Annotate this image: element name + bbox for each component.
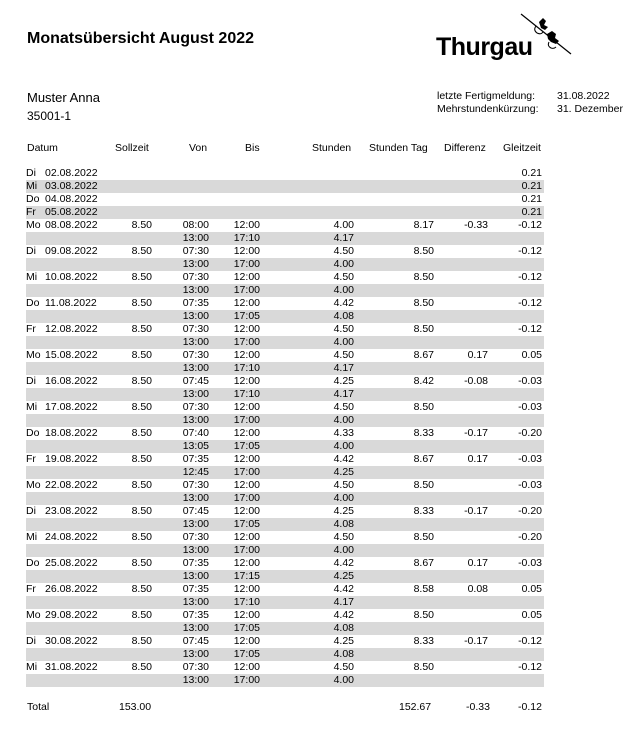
table-row (26, 414, 544, 427)
row-differenz: -0.17 (464, 505, 488, 517)
row-von: 13:00 (182, 544, 209, 556)
row-von: 07:35 (182, 453, 209, 465)
row-day: Fr (26, 206, 36, 218)
row-sollzeit: 8.50 (131, 505, 152, 517)
col-header-stunden-tag: Stunden Tag (369, 142, 428, 154)
row-stunden: 4.00 (333, 492, 354, 504)
row-von: 07:35 (182, 609, 209, 621)
row-von: 13:00 (182, 674, 209, 686)
row-sollzeit: 8.50 (131, 661, 152, 673)
row-gleitzeit: 0.21 (521, 193, 542, 205)
row-stunden: 4.08 (333, 518, 354, 530)
row-von: 07:30 (182, 323, 209, 335)
row-bis: 12:00 (233, 349, 260, 361)
row-bis: 17:00 (233, 336, 260, 348)
row-gleitzeit: -0.12 (518, 297, 542, 309)
row-gleitzeit: -0.12 (518, 245, 542, 257)
row-bis: 17:00 (233, 284, 260, 296)
row-gleitzeit: 0.21 (521, 180, 542, 192)
row-date: 12.08.2022 (45, 323, 98, 335)
last-report-label: letzte Fertigmeldung: (437, 90, 536, 102)
overtime-label: Mehrstundenkürzung: (437, 103, 539, 115)
row-stunden: 4.50 (333, 479, 354, 491)
col-header-sollzeit: Sollzeit (115, 142, 149, 154)
row-von: 13:00 (182, 232, 209, 244)
row-bis: 12:00 (233, 375, 260, 387)
row-stunden-tag: 8.50 (413, 401, 434, 413)
row-differenz: -0.33 (464, 219, 488, 231)
row-stunden-tag: 8.50 (413, 531, 434, 543)
row-von: 07:30 (182, 349, 209, 361)
total-differenz: -0.33 (466, 701, 490, 713)
row-differenz: 0.17 (467, 349, 488, 361)
row-sollzeit: 8.50 (131, 453, 152, 465)
total-gleitzeit: -0.12 (518, 701, 542, 713)
row-bis: 12:00 (233, 609, 260, 621)
row-bis: 12:00 (233, 453, 260, 465)
row-bis: 12:00 (233, 401, 260, 413)
row-von: 13:00 (182, 310, 209, 322)
table-row (26, 531, 544, 544)
row-stunden-tag: 8.50 (413, 271, 434, 283)
row-sollzeit: 8.50 (131, 427, 152, 439)
col-header-gleitzeit: Gleitzeit (503, 142, 541, 154)
row-date: 29.08.2022 (45, 609, 98, 621)
row-bis: 17:10 (233, 388, 260, 400)
row-day: Di (26, 167, 36, 179)
last-report-value: 31.08.2022 (557, 90, 610, 102)
table-row (26, 661, 544, 674)
row-day: Mi (26, 661, 38, 673)
row-von: 07:35 (182, 297, 209, 309)
row-day: Di (26, 245, 36, 257)
row-bis: 12:00 (233, 427, 260, 439)
row-von: 13:00 (182, 284, 209, 296)
table-row (26, 336, 544, 349)
row-day: Do (26, 557, 40, 569)
row-bis: 17:00 (233, 414, 260, 426)
row-bis: 12:00 (233, 297, 260, 309)
row-day: Di (26, 505, 36, 517)
row-bis: 17:05 (233, 622, 260, 634)
row-stunden-tag: 8.33 (413, 505, 434, 517)
row-sollzeit: 8.50 (131, 583, 152, 595)
row-von: 13:00 (182, 596, 209, 608)
row-date: 19.08.2022 (45, 453, 98, 465)
row-bis: 12:00 (233, 635, 260, 647)
row-von: 13:00 (182, 362, 209, 374)
row-differenz: 0.08 (467, 583, 488, 595)
row-von: 07:30 (182, 245, 209, 257)
row-von: 07:30 (182, 401, 209, 413)
row-von: 13:00 (182, 388, 209, 400)
row-differenz: 0.17 (467, 453, 488, 465)
row-bis: 17:00 (233, 492, 260, 504)
row-von: 13:00 (182, 622, 209, 634)
row-differenz: -0.17 (464, 635, 488, 647)
row-stunden: 4.42 (333, 609, 354, 621)
row-bis: 12:00 (233, 557, 260, 569)
row-von: 13:00 (182, 336, 209, 348)
row-von: 07:45 (182, 505, 209, 517)
row-bis: 12:00 (233, 583, 260, 595)
table-row (26, 362, 544, 375)
total-stunden-tag: 152.67 (399, 701, 432, 713)
row-day: Di (26, 635, 36, 647)
row-date: 09.08.2022 (45, 245, 98, 257)
row-bis: 17:05 (233, 648, 260, 660)
row-stunden: 4.25 (333, 635, 354, 647)
row-sollzeit: 8.50 (131, 297, 152, 309)
row-gleitzeit: -0.03 (518, 453, 542, 465)
row-stunden: 4.50 (333, 531, 354, 543)
table-row (26, 427, 544, 440)
row-day: Do (26, 427, 40, 439)
row-gleitzeit: -0.20 (518, 531, 542, 543)
row-stunden: 4.33 (333, 427, 354, 439)
employee-id: 35001-1 (27, 109, 72, 123)
row-sollzeit: 8.50 (131, 245, 152, 257)
row-von: 07:35 (182, 583, 209, 595)
row-von: 13:00 (182, 258, 209, 270)
row-stunden: 4.25 (333, 505, 354, 517)
row-bis: 12:00 (233, 323, 260, 335)
col-header-differenz: Differenz (444, 142, 486, 154)
table-row (26, 570, 544, 583)
row-differenz: -0.17 (464, 427, 488, 439)
row-sollzeit: 8.50 (131, 401, 152, 413)
row-stunden: 4.50 (333, 661, 354, 673)
row-bis: 17:00 (233, 674, 260, 686)
table-row (26, 505, 544, 518)
row-bis: 12:00 (233, 661, 260, 673)
table-row (26, 297, 544, 310)
table-row (26, 232, 544, 245)
thurgau-logo-text: Thurgau (436, 33, 533, 61)
table-row (26, 674, 544, 687)
row-von: 13:00 (182, 518, 209, 530)
table-row (26, 310, 544, 323)
row-bis: 17:05 (233, 440, 260, 452)
row-von: 13:00 (182, 414, 209, 426)
table-row (26, 349, 544, 362)
row-gleitzeit: -0.12 (518, 323, 542, 335)
row-stunden: 4.50 (333, 349, 354, 361)
col-header-von: Von (189, 142, 208, 154)
row-von: 12:45 (182, 466, 209, 478)
row-bis: 12:00 (233, 271, 260, 283)
table-row (26, 453, 544, 466)
row-von: 07:45 (182, 635, 209, 647)
row-sollzeit: 8.50 (131, 557, 152, 569)
row-stunden: 4.00 (333, 336, 354, 348)
row-von: 13:05 (182, 440, 209, 452)
row-von: 13:00 (182, 648, 209, 660)
table-row (26, 492, 544, 505)
row-stunden: 4.50 (333, 245, 354, 257)
row-sollzeit: 8.50 (131, 375, 152, 387)
row-sollzeit: 8.50 (131, 635, 152, 647)
row-gleitzeit: -0.12 (518, 219, 542, 231)
row-gleitzeit: 0.21 (521, 167, 542, 179)
row-sollzeit: 8.50 (131, 349, 152, 361)
row-gleitzeit: -0.03 (518, 479, 542, 491)
row-stunden-tag: 8.42 (413, 375, 434, 387)
row-von: 08:00 (182, 219, 209, 231)
table-row (26, 648, 544, 661)
table-row (26, 583, 544, 596)
row-stunden: 4.17 (333, 362, 354, 374)
row-bis: 17:10 (233, 232, 260, 244)
row-gleitzeit: -0.03 (518, 557, 542, 569)
row-sollzeit: 8.50 (131, 271, 152, 283)
row-stunden: 4.08 (333, 648, 354, 660)
row-gleitzeit: -0.12 (518, 271, 542, 283)
row-sollzeit: 8.50 (131, 531, 152, 543)
table-row (26, 284, 544, 297)
table-row (26, 388, 544, 401)
row-stunden: 4.00 (333, 674, 354, 686)
page-title: Monatsübersicht August 2022 (27, 30, 255, 47)
row-bis: 12:00 (233, 531, 260, 543)
row-von: 13:00 (182, 492, 209, 504)
row-day: Do (26, 297, 40, 309)
row-bis: 12:00 (233, 505, 260, 517)
row-date: 04.08.2022 (45, 193, 98, 205)
row-von: 07:40 (182, 427, 209, 439)
row-day: Mo (26, 219, 41, 231)
row-stunden-tag: 8.50 (413, 661, 434, 673)
row-gleitzeit: -0.03 (518, 375, 542, 387)
table-row (26, 323, 544, 336)
row-stunden: 4.42 (333, 297, 354, 309)
row-date: 22.08.2022 (45, 479, 98, 491)
row-stunden: 4.42 (333, 453, 354, 465)
row-sollzeit: 8.50 (131, 609, 152, 621)
employee-name: Muster Anna (27, 90, 100, 105)
row-bis: 17:00 (233, 466, 260, 478)
row-stunden: 4.17 (333, 596, 354, 608)
row-date: 03.08.2022 (45, 180, 98, 192)
row-stunden: 4.42 (333, 583, 354, 595)
table-row (26, 518, 544, 531)
row-day: Mi (26, 401, 38, 413)
row-bis: 12:00 (233, 245, 260, 257)
row-bis: 17:00 (233, 544, 260, 556)
total-sollzeit: 153.00 (119, 701, 152, 713)
col-header-stunden: Stunden (312, 142, 352, 154)
row-day: Do (26, 193, 40, 205)
row-stunden-tag: 8.67 (413, 453, 434, 465)
row-stunden-tag: 8.33 (413, 427, 434, 439)
row-date: 05.08.2022 (45, 206, 98, 218)
row-day: Mo (26, 609, 41, 621)
row-stunden: 4.00 (333, 258, 354, 270)
row-bis: 17:10 (233, 362, 260, 374)
row-bis: 17:10 (233, 596, 260, 608)
row-stunden: 4.25 (333, 466, 354, 478)
row-gleitzeit: -0.12 (518, 635, 542, 647)
row-stunden: 4.00 (333, 544, 354, 556)
row-day: Mi (26, 271, 38, 283)
row-gleitzeit: 0.05 (521, 583, 542, 595)
row-stunden: 4.00 (333, 414, 354, 426)
total-label: Total (27, 701, 50, 713)
col-header-datum: Datum (27, 142, 58, 154)
row-stunden-tag: 8.17 (413, 219, 434, 231)
row-von: 07:30 (182, 661, 209, 673)
table-row (26, 180, 544, 193)
row-date: 23.08.2022 (45, 505, 98, 517)
table-row (26, 466, 544, 479)
row-von: 07:35 (182, 557, 209, 569)
table-row (26, 596, 544, 609)
row-date: 15.08.2022 (45, 349, 98, 361)
table-row (26, 219, 544, 232)
row-von: 07:30 (182, 479, 209, 491)
row-date: 30.08.2022 (45, 635, 98, 647)
row-date: 10.08.2022 (45, 271, 98, 283)
row-bis: 17:05 (233, 310, 260, 322)
row-stunden-tag: 8.67 (413, 349, 434, 361)
table-row (26, 544, 544, 557)
row-stunden: 4.08 (333, 310, 354, 322)
row-day: Fr (26, 323, 36, 335)
row-differenz: 0.17 (467, 557, 488, 569)
row-stunden: 4.17 (333, 388, 354, 400)
row-date: 26.08.2022 (45, 583, 98, 595)
table-row (26, 271, 544, 284)
row-stunden: 4.25 (333, 375, 354, 387)
row-day: Mo (26, 349, 41, 361)
row-von: 07:30 (182, 271, 209, 283)
row-date: 02.08.2022 (45, 167, 98, 179)
row-stunden: 4.17 (333, 232, 354, 244)
row-stunden-tag: 8.50 (413, 609, 434, 621)
row-stunden-tag: 8.50 (413, 297, 434, 309)
row-gleitzeit: -0.20 (518, 505, 542, 517)
row-date: 16.08.2022 (45, 375, 98, 387)
row-von: 13:00 (182, 570, 209, 582)
row-stunden-tag: 8.67 (413, 557, 434, 569)
row-stunden-tag: 8.50 (413, 323, 434, 335)
row-bis: 12:00 (233, 479, 260, 491)
row-stunden: 4.08 (333, 622, 354, 634)
col-header-bis: Bis (245, 142, 260, 154)
table-row (26, 401, 544, 414)
row-gleitzeit: -0.20 (518, 427, 542, 439)
row-date: 18.08.2022 (45, 427, 98, 439)
row-sollzeit: 8.50 (131, 479, 152, 491)
row-day: Mo (26, 479, 41, 491)
table-row (26, 206, 544, 219)
row-stunden: 4.42 (333, 557, 354, 569)
overtime-value: 31. Dezember (557, 103, 623, 115)
row-date: 25.08.2022 (45, 557, 98, 569)
row-date: 24.08.2022 (45, 531, 98, 543)
table-row (26, 557, 544, 570)
row-bis: 17:15 (233, 570, 260, 582)
row-sollzeit: 8.50 (131, 219, 152, 231)
row-day: Fr (26, 453, 36, 465)
row-differenz: -0.08 (464, 375, 488, 387)
row-date: 08.08.2022 (45, 219, 98, 231)
row-sollzeit: 8.50 (131, 323, 152, 335)
table-row (26, 479, 544, 492)
row-day: Fr (26, 583, 36, 595)
row-day: Mi (26, 180, 38, 192)
table-row (26, 622, 544, 635)
row-bis: 17:00 (233, 258, 260, 270)
row-stunden: 4.50 (333, 401, 354, 413)
row-bis: 12:00 (233, 219, 260, 231)
row-date: 31.08.2022 (45, 661, 98, 673)
table-row (26, 440, 544, 453)
row-day: Di (26, 375, 36, 387)
row-stunden-tag: 8.50 (413, 479, 434, 491)
table-row (26, 375, 544, 388)
table-row (26, 609, 544, 622)
row-stunden-tag: 8.58 (413, 583, 434, 595)
row-stunden: 4.25 (333, 570, 354, 582)
row-stunden: 4.00 (333, 219, 354, 231)
row-stunden: 4.00 (333, 284, 354, 296)
row-day: Mi (26, 531, 38, 543)
row-gleitzeit: 0.05 (521, 609, 542, 621)
row-stunden-tag: 8.50 (413, 245, 434, 257)
row-date: 17.08.2022 (45, 401, 98, 413)
table-row (26, 193, 544, 206)
table-row (26, 245, 544, 258)
row-von: 07:30 (182, 531, 209, 543)
row-stunden: 4.00 (333, 440, 354, 452)
row-gleitzeit: 0.21 (521, 206, 542, 218)
table-row (26, 258, 544, 271)
row-stunden: 4.50 (333, 323, 354, 335)
row-gleitzeit: -0.12 (518, 661, 542, 673)
row-gleitzeit: -0.03 (518, 401, 542, 413)
row-stunden: 4.50 (333, 271, 354, 283)
row-stunden-tag: 8.33 (413, 635, 434, 647)
row-gleitzeit: 0.05 (521, 349, 542, 361)
table-row (26, 635, 544, 648)
row-date: 11.08.2022 (45, 297, 97, 309)
row-bis: 17:05 (233, 518, 260, 530)
row-von: 07:45 (182, 375, 209, 387)
thurgau-lion-icon (517, 12, 575, 56)
table-row (26, 167, 544, 180)
